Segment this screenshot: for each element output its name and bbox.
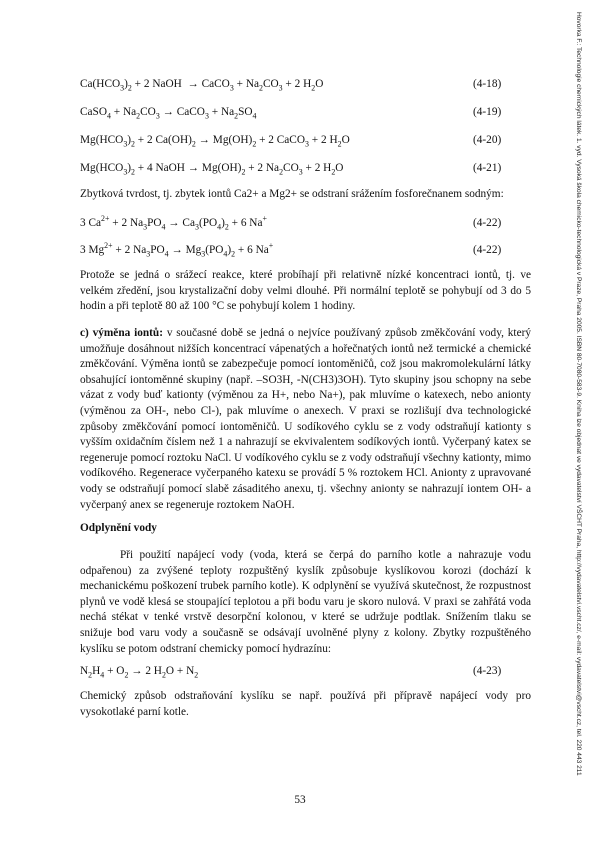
equation-formula: $N_2H_4 + O_2 \to 2$ $H_2O + N_2$ bbox=[80, 665, 199, 680]
paragraph-degassing bbox=[80, 548, 531, 657]
paragraph-text: v současné době se jedná o nejvíce používaný způsob změkčování vody, který umožňuje dosáhnout nižších koncentrací vápenatých a hořečnatých iontů než termické a chemické změkčování. Výměna iontů se zabezpečuje pomocí iontoměničů, což jsou makromolekulární látky obsahující iontoměnné skupiny (např. –SO3H, -N(CH3)3OH). Tyto skupiny jsou schopny na sebe vázat z vody buď kationty (výměnou za H+, nebo Na+), pak mluvíme o katexech, nebo anionty (výměnou za OH-, nebo Cl-), pak mluvíme o anexech. V praxi se rozlišují dva technologické způsoby změkčování pomocí iontoměničů. U sodíkového cyklu se z vody odstraňují kationty s vyšším oxidačním číslem než 1 a nahrazují se ekvivalentem sodíkových iontů. Vyčerpaný katex se regeneruje pomocí roztoku NaCl. U vodíkového cyklu se z vody odstraňují všechny kationty, mimo vodíkového. Regenerace vyčerpaného katexu se provádí 5 % roztokem HCl. Anionty z upravované vody se odstraňují pomocí slabě zásaditého anexu, tj. všechny anionty se nahrazují iontem OH- a vyčerpaný anex se regeneruje roztokem NaOH. bbox=[80, 327, 531, 511]
equation-number: (4-19) bbox=[473, 106, 502, 118]
paragraph-residual-hardness bbox=[80, 187, 531, 203]
equation-formula: $Mg(HCO_3)_2 + 4$ NaOH → $Mg(OH)_2 + 2$ $Na_2CO_3 + 2$ $H_2O$ bbox=[80, 162, 344, 177]
paragraph-precipitation bbox=[80, 268, 531, 315]
equation-number: (4-23) bbox=[473, 665, 502, 677]
equation-formula: $Ca(HCO_3)_2 + 2$ NaOH → CaCO$_3$ + $Na_2CO_3 + 2$ $H_2O$ bbox=[80, 78, 324, 93]
section-heading: Odplynění vody bbox=[80, 522, 157, 534]
paragraph-text: Chemický způsob odstraňování kyslíku se např. používá při přípravě napájecí vody pro vysokotlaké parní kotle. bbox=[80, 690, 531, 718]
equation-formula: 3 $Ca^{2+} + 2$ $Na_3PO_4 \to Ca_3(PO_4)_2 + 6$ Na+ bbox=[80, 214, 267, 232]
side-citation-note bbox=[575, 12, 589, 776]
equation-formula: $Mg(HCO_3)_2 + 2$ $Ca(OH)_2 \to Mg(OH)_2 + 2$ CaCO$_3$ + 2 $H_2O$ bbox=[80, 134, 350, 149]
paragraph-ion-exchange bbox=[80, 326, 531, 513]
equation-number: (4-22) bbox=[473, 217, 502, 229]
equation-number: (4-20) bbox=[473, 134, 502, 146]
paragraph-chemical-method bbox=[80, 689, 531, 720]
equation-number: (4-21) bbox=[473, 162, 502, 174]
equation-number: (4-18) bbox=[473, 78, 502, 90]
side-citation-svg bbox=[575, 12, 589, 776]
side-citation-text: Hovorka F.: Technologie chemických látek. 1. vyd. Vysoká škola chemicko-technologická v Praze, Praha 2005. ISBN 80-7080-583-9. Kniha lze objednat ve vydavatelství VŠCHT Praha, http://vydavatelstvi.vscht.cz/, e-mail: vydavatelstvi@vscht.cz, tel. 220 443 211 bbox=[575, 12, 582, 776]
paragraph-text: Zbytková tvrdost, tj. zbytek iontů Ca2+ a Mg2+ se odstraní srážením fosforečnanem sodným: bbox=[80, 188, 504, 200]
equation-formula: CaSO$_4$ + $Na_2CO_3$ → CaCO$_3$ + $Na_2SO_4$ bbox=[80, 106, 257, 121]
page-number: 53 bbox=[294, 794, 306, 806]
equation-formula: 3 $Mg^{2+} + 2$ $Na_3PO_4 \to Mg_3(PO_4)_2 + 6$ Na+ bbox=[80, 241, 274, 259]
paragraph-text: Protože se jedná o srážecí reakce, které probíhají při relativně nízké koncentraci iontů, tj. ve velkém zředění, jsou krystalizační doby velmi dlouhé. Při normální teplotě se pohybují od 3 do 5 hodin a při teplotě 80 až 100 °C se pohybují kolem 1 hodiny. bbox=[80, 269, 531, 313]
paragraph-lead: c) výměna iontů: bbox=[80, 327, 163, 339]
equation-number: (4-22) bbox=[473, 244, 502, 256]
paragraph-text: Při použití napájecí vody (voda, která se čerpá do parního kotle a nahrazuje vodu odpařenou) za zvýšené teploty rozpuštěný kyslík způsobuje kyslíkovou korozi (dochází k mechanickému poškození trubek parního kotle). K odplynění se využívá skutečnost, že rozpustnost plynů ve vodě klesá se stoupající teplotou a při bodu varu je skoro nulová. V praxi se zahřátá voda nechá stékat v tenké vrstvě desorpční kolonou, v které se udržuje podtlak. Snížením tlaku se snižuje bod varu vody a současně se odsávají uvolněné plyny z kolony. Zbytky rozpuštěného kyslíku se potom odstraní chemicky pomocí hydrazínu: bbox=[80, 549, 531, 655]
